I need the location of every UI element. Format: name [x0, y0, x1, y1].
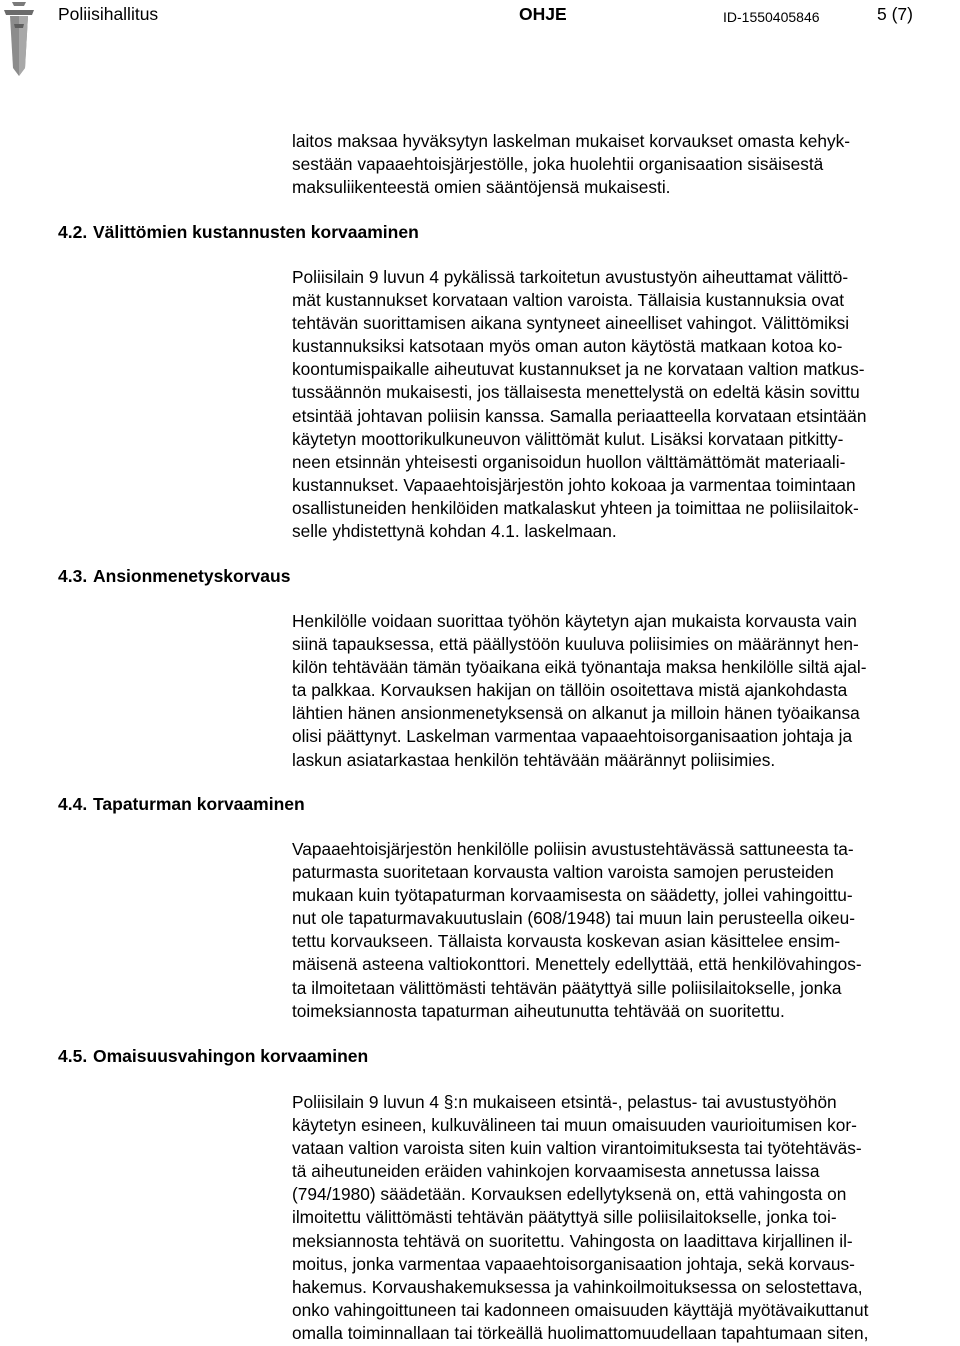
section-heading-4-3 — [58, 565, 290, 587]
text-line: moitus, jonka varmentaa vapaaehtoisorganisaation johtaja, sekä korvaus- — [292, 1253, 855, 1274]
text-line: käytetyn moottorikulkuneuvon välittömät kulut. Lisäksi korvataan pitkitty- — [292, 428, 844, 449]
text-line: mät kustannukset korvataan valtion varoista. Tällaisia kustannuksia ovat — [292, 290, 845, 311]
text-line: kustannuksiksi katsotaan myös oman auton käytöstä matkaan kotoa ko- — [292, 336, 843, 357]
paragraph-property-damage — [292, 1091, 960, 1345]
text-line: siinä tapauksessa, että päällystöön kuuluva poliisimies on määrännyt hen- — [292, 634, 859, 655]
paragraph-loss-of-earnings — [292, 610, 960, 772]
text-line: hakemus. Korvaushakemuksessa ja vahinkoilmoituksessa on selostettava, — [292, 1276, 863, 1297]
text-line: kustannukset. Vapaaehtoisjärjestön johto kokoaa ja varmentaa toimintaan — [292, 474, 856, 495]
text-line: Poliisilain 9 luvun 4 §:n mukaiseen etsintä-, pelastus- tai avustustyöhön — [292, 1092, 837, 1112]
text-line: nut ole tapaturmavakuutuslain (608/1948) tai muun lain perusteella oikeu- — [292, 908, 855, 929]
section-heading-4-4 — [58, 793, 305, 815]
text-line: lähtien hänen ansionmenetyksensä on alkanut ja milloin hänen työaikansa — [292, 703, 860, 724]
text-line: mäisenä asteena valtiokonttori. Menettely edellyttää, että henkilövahingos- — [292, 954, 862, 975]
text-line: Poliisilain 9 luvun 4 pykälissä tarkoitetun avustustyön aiheuttamat välittö- — [292, 267, 849, 287]
section-number: 4.5. — [58, 1046, 88, 1066]
text-line: sestään vapaaehtoisjärjestölle, joka huolehtii organisaation sisäisestä — [292, 154, 824, 175]
text-line: Vapaaehtoisjärjestön henkilölle poliisin avustustehtävässä sattuneesta ta- — [292, 839, 854, 859]
paragraph-direct-costs — [292, 266, 960, 543]
section-number: 4.4. — [58, 794, 88, 814]
text-line: osallistuneiden henkilöiden matkalaskut yhteen ja toimittaa ne poliisilaitok- — [292, 497, 859, 518]
section-title: Välittömien kustannusten korvaaminen — [93, 222, 419, 242]
text-line: Henkilölle voidaan suorittaa työhön käytetyn ajan mukaista korvausta vain — [292, 611, 857, 631]
section-heading-4-2 — [58, 221, 419, 243]
text-line: laskun asiatarkastaa henkilön tehtävään määrännyt poliisimies. — [292, 749, 776, 770]
text-line: tettu korvaukseen. Tällaista korvausta koskevan asian käsittelee ensim- — [292, 931, 841, 952]
text-line: käytetyn esineen, kulkuvälineen tai muun omaisuuden vaurioitumisen kor- — [292, 1115, 857, 1136]
paragraph-accident-compensation — [292, 838, 960, 1023]
text-line: ta ilmoitetaan välittömästi tehtävän päätyttyä sille poliisilaitokselle, jonka — [292, 977, 842, 998]
section-title: Ansionmenetyskorvaus — [93, 566, 291, 586]
text-line: omalla toiminnallaan tai törkeällä huolimattomuudellaan tapahtumaan siten, — [292, 1322, 869, 1343]
text-line: koontumispaikalle aiheutuvat kustannukset ja ne korvataan valtion matkus- — [292, 359, 865, 380]
section-title: Tapaturman korvaaminen — [93, 794, 305, 814]
text-line: onko vahingoittuneen tai kadonneen omaisuuden käyttäjä myötävaikuttanut — [292, 1299, 869, 1320]
organization-name: Poliisihallitus — [58, 4, 159, 24]
text-line: neen etsinnän yhteisesti organisoidun huollon välttämättömät materiaali- — [292, 451, 846, 472]
text-line: tussäännön mukaisesti, jos tällaisesta menettelystä on edeltä käsin sovittu — [292, 382, 860, 403]
section-title: Omaisuusvahingon korvaaminen — [93, 1046, 369, 1066]
text-line: vataan valtion varoista siten kuin valtion virantoimituksesta tai työtehtäväs- — [292, 1138, 862, 1159]
text-line: maksuliikenteestä omien sääntöjensä mukaisesti. — [292, 177, 671, 198]
section-number: 4.3. — [58, 566, 88, 586]
text-line: laitos maksaa hyväksytyn laskelman mukaiset korvaukset omasta kehyk- — [292, 131, 851, 151]
document-type: OHJE — [519, 4, 567, 24]
section-number: 4.2. — [58, 222, 88, 242]
text-line: ilmoitettu välittömästi tehtävän päätyttyä sille poliisilaitokselle, jonka toi- — [292, 1207, 837, 1228]
section-heading-4-5 — [58, 1045, 368, 1067]
police-sword-emblem-icon — [2, 2, 36, 76]
text-line: mukaan kuin työtapaturman korvaamisesta on säädetty, jollei vahingoittu- — [292, 885, 853, 906]
text-line: etsintää johtavan poliisin kanssa. Samalla periaatteella korvataan etsintään — [292, 405, 867, 426]
text-line: toimeksiannosta tapaturman aiheutunutta tehtävää on suoritettu. — [292, 1000, 785, 1021]
text-line: tä aiheutuneiden eräiden vahinkojen korvaamisesta annetussa laissa — [292, 1161, 820, 1182]
document-id: ID-1550405846 — [723, 9, 820, 25]
text-line: paturmasta suoritetaan korvausta valtion varoista samojen perusteiden — [292, 862, 834, 883]
text-line: kilön tehtävään tämän työaikana eikä työnantaja maksa henkilölle siltä ajal- — [292, 657, 867, 678]
text-line: olisi päättynyt. Laskelman varmentaa vapaaehtoisorganisaation johtaja ja — [292, 726, 853, 747]
text-line: (794/1980) säädetään. Korvauksen edellytyksenä on, että vahingosta on — [292, 1184, 847, 1205]
text-line: tehtävän suorittamisen aikana syntyneet aineelliset vahingot. Välittömiksi — [292, 313, 850, 334]
text-line: ta palkkaa. Korvauksen hakijan on tällöin osoitettava mistä ajankohdasta — [292, 680, 848, 701]
page-number: 5 (7) — [877, 4, 913, 24]
text-line: selle yhdistettynä kohdan 4.1. laskelmaan. — [292, 521, 617, 542]
paragraph-payment-process — [292, 130, 960, 199]
text-line: meksiannosta tehtävä on suoritettu. Vahingosta on laadittava kirjallinen il- — [292, 1230, 853, 1251]
